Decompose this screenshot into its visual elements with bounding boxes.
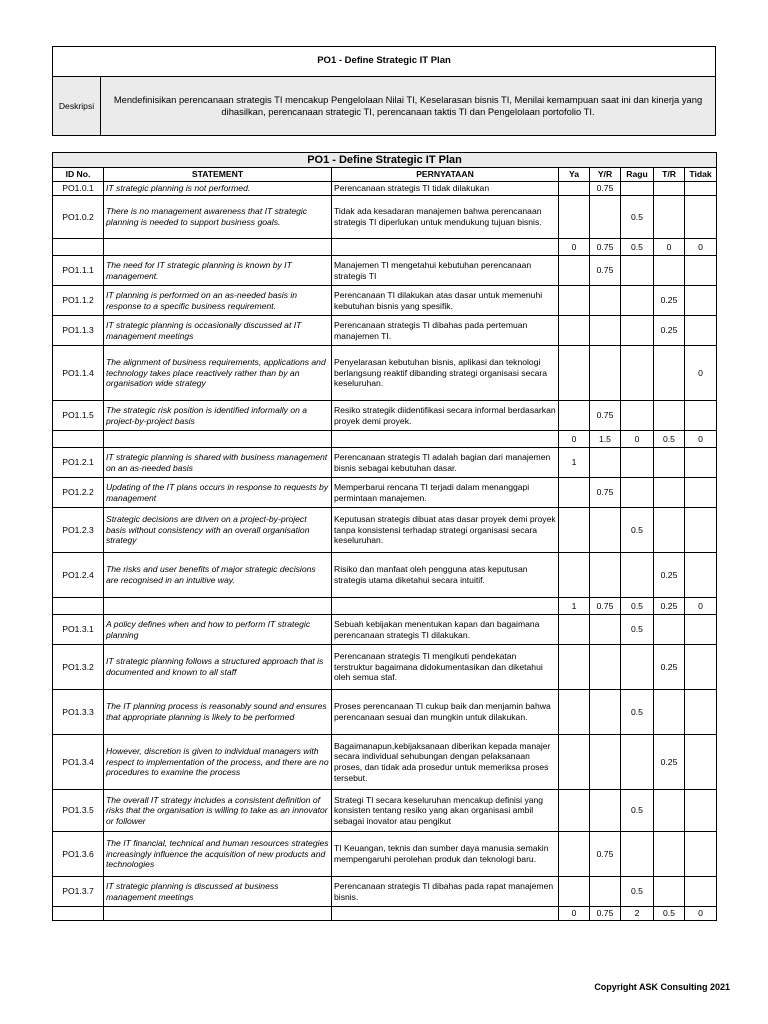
pernyataan-cell: TI Keuangan, teknis dan sumber daya manusia semakin mempengaruhi perolehan produk dan teknologi baru. <box>332 832 559 877</box>
pernyataan-cell: Perencanaan strategis TI tidak dilakukan <box>332 182 559 196</box>
yr-cell <box>590 645 621 690</box>
table-row <box>53 615 717 645</box>
ragu-cell: 0.5 <box>621 690 654 735</box>
table-row <box>53 690 717 735</box>
ya-cell <box>559 182 590 196</box>
ragu-cell <box>621 448 654 478</box>
id-cell: PO1.0.1 <box>53 182 104 196</box>
pernyataan-cell: Memperbarui rencana TI terjadi dalam menanggapi permintaan manajemen. <box>332 478 559 508</box>
tr-cell: 0.5 <box>654 431 685 448</box>
ya-cell <box>559 553 590 598</box>
table-row <box>53 256 717 286</box>
yr-cell: 0.75 <box>590 401 621 431</box>
yr-cell <box>590 196 621 239</box>
yr-cell <box>590 615 621 645</box>
tr-cell <box>654 615 685 645</box>
statement-cell <box>104 239 332 256</box>
column-header: Y/R <box>590 168 621 182</box>
ya-cell <box>559 196 590 239</box>
statement-cell: However, discretion is given to individual managers with respect to implementation of the process, and there are no procedures to examine the process <box>104 735 332 790</box>
yr-cell <box>590 735 621 790</box>
ragu-cell <box>621 832 654 877</box>
yr-cell <box>590 346 621 401</box>
tr-cell: 0.25 <box>654 316 685 346</box>
id-cell: PO1.2.2 <box>53 478 104 508</box>
table-row <box>53 508 717 553</box>
tidak-cell <box>685 196 717 239</box>
statement-cell: Updating of the IT plans occurs in response to requests by management <box>104 478 332 508</box>
statement-cell: Strategic decisions are driven on a project-by-project basis without consistency with an overall organisation strategy <box>104 508 332 553</box>
id-cell: PO1.1.1 <box>53 256 104 286</box>
ragu-cell <box>621 553 654 598</box>
pernyataan-cell <box>332 907 559 921</box>
statement-cell: A policy defines when and how to perform IT strategic planning <box>104 615 332 645</box>
tidak-cell: 0 <box>685 431 717 448</box>
id-cell: PO1.3.1 <box>53 615 104 645</box>
table-row <box>53 877 717 907</box>
ya-cell <box>559 645 590 690</box>
tidak-cell <box>685 256 717 286</box>
ya-cell <box>559 346 590 401</box>
ya-cell: 1 <box>559 448 590 478</box>
tr-cell <box>654 790 685 832</box>
pernyataan-cell: Strategi TI secara keseluruhan mencakup definisi yang konsisten tentang resiko yang akan organisasi ambil sebagai inovator atau pengikut <box>332 790 559 832</box>
tr-cell: 0 <box>654 239 685 256</box>
statement-cell: The IT planning process is reasonably sound and ensures that appropriate planning is likely to be performed <box>104 690 332 735</box>
tr-cell <box>654 401 685 431</box>
id-cell: PO1.3.7 <box>53 877 104 907</box>
tidak-cell <box>685 790 717 832</box>
yr-cell: 0.75 <box>590 907 621 921</box>
column-header: PERNYATAAN <box>332 168 559 182</box>
statement-cell: IT planning is performed on an as-needed basis in response to a specific business requirement. <box>104 286 332 316</box>
pernyataan-cell <box>332 598 559 615</box>
yr-cell <box>590 316 621 346</box>
table-row <box>53 286 717 316</box>
statement-cell <box>104 431 332 448</box>
column-header: ID No. <box>53 168 104 182</box>
table-row <box>53 196 717 239</box>
id-cell: PO1.1.3 <box>53 316 104 346</box>
table-row <box>53 316 717 346</box>
statement-cell: IT strategic planning follows a structured approach that is documented and known to all staff <box>104 645 332 690</box>
id-cell <box>53 907 104 921</box>
yr-cell <box>590 790 621 832</box>
ragu-cell <box>621 286 654 316</box>
ya-cell <box>559 478 590 508</box>
pernyataan-cell <box>332 239 559 256</box>
pernyataan-cell: Sebuah kebijakan menentukan kapan dan bagaimana perencanaan strategis TI dilakukan. <box>332 615 559 645</box>
pernyataan-cell: Risiko dan manfaat oleh pengguna atas keputusan strategis utama diketahui secara intuitif. <box>332 553 559 598</box>
id-cell: PO1.3.2 <box>53 645 104 690</box>
statement-cell <box>104 907 332 921</box>
ya-cell: 0 <box>559 239 590 256</box>
id-cell: PO1.1.2 <box>53 286 104 316</box>
ragu-cell: 0.5 <box>621 598 654 615</box>
statement-cell: The risks and user benefits of major strategic decisions are recognised in an intuitive way. <box>104 553 332 598</box>
ragu-cell: 2 <box>621 907 654 921</box>
statement-cell: The overall IT strategy includes a consistent definition of risks that the organisation is willing to take as an innovator or follower <box>104 790 332 832</box>
id-cell <box>53 239 104 256</box>
id-cell: PO1.3.4 <box>53 735 104 790</box>
pernyataan-cell: Penyelarasan kebutuhan bisnis, aplikasi dan teknologi berlangsung reaktif dibanding strategi organisasi secara keseluruhan. <box>332 346 559 401</box>
ya-cell <box>559 735 590 790</box>
ya-cell <box>559 286 590 316</box>
statement-cell: IT strategic planning is discussed at business management meetings <box>104 877 332 907</box>
id-cell: PO1.2.3 <box>53 508 104 553</box>
id-cell: PO1.3.3 <box>53 690 104 735</box>
yr-cell <box>590 286 621 316</box>
pernyataan-cell: Bagaimanapun,kebijaksanaan diberikan kepada manajer secara individual sehubungan dengan pelaksanaan proses, dan tidak ada prosedur untuk memeriksa proses tersebut. <box>332 735 559 790</box>
tr-cell: 0.25 <box>654 553 685 598</box>
ya-cell <box>559 316 590 346</box>
tidak-cell <box>685 401 717 431</box>
column-header: Tidak <box>685 168 717 182</box>
ragu-cell <box>621 256 654 286</box>
copyright: Copyright ASK Consulting 2021 <box>594 982 730 992</box>
tidak-cell <box>685 553 717 598</box>
id-cell: PO1.3.6 <box>53 832 104 877</box>
tidak-cell: 0 <box>685 598 717 615</box>
tidak-cell <box>685 690 717 735</box>
pernyataan-cell: Perencanaan strategis TI adalah bagian dari manajemen bisnis sebagai kebutuhan dasar. <box>332 448 559 478</box>
table-row <box>53 401 717 431</box>
ya-cell <box>559 615 590 645</box>
tr-cell: 0.5 <box>654 907 685 921</box>
ya-cell <box>559 790 590 832</box>
tr-cell: 0.25 <box>654 286 685 316</box>
ragu-cell: 0 <box>621 431 654 448</box>
yr-cell: 0.75 <box>590 598 621 615</box>
statement-cell: IT strategic planning is not performed. <box>104 182 332 196</box>
yr-cell <box>590 690 621 735</box>
id-cell: PO1.1.5 <box>53 401 104 431</box>
ya-cell <box>559 832 590 877</box>
statement-cell: IT strategic planning is shared with business management on an as-needed basis <box>104 448 332 478</box>
tidak-cell <box>685 615 717 645</box>
table-row <box>53 832 717 877</box>
table-row <box>53 735 717 790</box>
pernyataan-cell: Perencanaan TI dilakukan atas dasar untuk memenuhi kebutuhan bisnis yang spesifik. <box>332 286 559 316</box>
column-header: Ya <box>559 168 590 182</box>
statement-cell: IT strategic planning is occasionally discussed at IT management meetings <box>104 316 332 346</box>
subtotal-row <box>53 431 717 448</box>
ragu-cell <box>621 316 654 346</box>
yr-cell <box>590 448 621 478</box>
tidak-cell <box>685 448 717 478</box>
ragu-cell <box>621 346 654 401</box>
tidak-cell: 0 <box>685 346 717 401</box>
statement-cell: The alignment of business requirements, applications and technology takes place reactively rather than by an organisation wide strategy <box>104 346 332 401</box>
id-cell: PO1.0.2 <box>53 196 104 239</box>
table-row <box>53 346 717 401</box>
id-cell: PO1.3.5 <box>53 790 104 832</box>
statement-cell: The need for IT strategic planning is known by IT management. <box>104 256 332 286</box>
table-row <box>53 182 717 196</box>
ragu-cell: 0.5 <box>621 877 654 907</box>
yr-cell: 0.75 <box>590 478 621 508</box>
column-header: Ragu <box>621 168 654 182</box>
yr-cell <box>590 553 621 598</box>
tr-cell <box>654 448 685 478</box>
assessment-table <box>52 152 717 921</box>
ragu-cell: 0.5 <box>621 615 654 645</box>
ragu-cell: 0.5 <box>621 239 654 256</box>
column-header-row <box>53 168 717 182</box>
ragu-cell <box>621 401 654 431</box>
ya-cell: 0 <box>559 907 590 921</box>
tidak-cell <box>685 645 717 690</box>
tidak-cell: 0 <box>685 907 717 921</box>
subtotal-row <box>53 907 717 921</box>
tr-cell <box>654 508 685 553</box>
ya-cell: 1 <box>559 598 590 615</box>
yr-cell: 1.5 <box>590 431 621 448</box>
ya-cell <box>559 401 590 431</box>
table-row <box>53 553 717 598</box>
id-cell <box>53 598 104 615</box>
ya-cell <box>559 256 590 286</box>
tidak-cell <box>685 735 717 790</box>
table-body <box>53 182 717 921</box>
statement-cell <box>104 598 332 615</box>
tr-cell <box>654 478 685 508</box>
pernyataan-cell: Tidak ada kesadaran manajemen bahwa perencanaan strategis TI diperlukan untuk mendukung tujuan bisnis. <box>332 196 559 239</box>
yr-cell: 0.75 <box>590 182 621 196</box>
pernyataan-cell: Manajemen TI mengetahui kebutuhan perencanaan strategis TI <box>332 256 559 286</box>
description-label: Deskripsi <box>53 77 101 136</box>
statement-cell: There is no management awareness that IT strategic planning is needed to support business goals. <box>104 196 332 239</box>
ragu-cell: 0.5 <box>621 790 654 832</box>
id-cell <box>53 431 104 448</box>
ragu-cell <box>621 735 654 790</box>
tidak-cell <box>685 832 717 877</box>
yr-cell: 0.75 <box>590 239 621 256</box>
table-row <box>53 448 717 478</box>
tr-cell <box>654 196 685 239</box>
ya-cell <box>559 690 590 735</box>
yr-cell <box>590 508 621 553</box>
tr-cell <box>654 182 685 196</box>
subtotal-row <box>53 239 717 256</box>
table-caption: PO1 - Define Strategic IT Plan <box>53 153 717 168</box>
pernyataan-cell: Perencanaan strategis TI dibahas pada pertemuan manajemen TI. <box>332 316 559 346</box>
tidak-cell <box>685 286 717 316</box>
yr-cell <box>590 877 621 907</box>
table-row <box>53 478 717 508</box>
id-cell: PO1.1.4 <box>53 346 104 401</box>
pernyataan-cell: Keputusan strategis dibuat atas dasar proyek demi proyek tanpa konsistensi terhadap strategi organisasi secara keseluruhan. <box>332 508 559 553</box>
tidak-cell <box>685 182 717 196</box>
statement-cell: The IT financial, technical and human resources strategies increasingly influence the acquisition of new products and technologies <box>104 832 332 877</box>
tidak-cell <box>685 877 717 907</box>
ya-cell <box>559 877 590 907</box>
tr-cell: 0.25 <box>654 735 685 790</box>
tr-cell <box>654 346 685 401</box>
pernyataan-cell <box>332 431 559 448</box>
tidak-cell <box>685 478 717 508</box>
tr-cell <box>654 832 685 877</box>
ragu-cell <box>621 645 654 690</box>
ya-cell: 0 <box>559 431 590 448</box>
tr-cell <box>654 690 685 735</box>
yr-cell: 0.75 <box>590 832 621 877</box>
pernyataan-cell: Perencanaan strategis TI mengikuti pendekatan terstruktur bagaimana didokumentasikan dan diketahui oleh semua staf. <box>332 645 559 690</box>
header-table <box>52 46 716 136</box>
subtotal-row <box>53 598 717 615</box>
tr-cell: 0.25 <box>654 598 685 615</box>
tr-cell <box>654 877 685 907</box>
ya-cell <box>559 508 590 553</box>
ragu-cell: 0.5 <box>621 196 654 239</box>
tr-cell: 0.25 <box>654 645 685 690</box>
id-cell: PO1.2.1 <box>53 448 104 478</box>
table-row <box>53 645 717 690</box>
ragu-cell <box>621 478 654 508</box>
tidak-cell <box>685 316 717 346</box>
column-header: STATEMENT <box>104 168 332 182</box>
statement-cell: The strategic risk position is identified informally on a project-by-project basis <box>104 401 332 431</box>
pernyataan-cell: Perencanaan strategis TI dibahas pada rapat manajemen bisnis. <box>332 877 559 907</box>
header-title: PO1 - Define Strategic IT Plan <box>53 47 716 77</box>
tr-cell <box>654 256 685 286</box>
pernyataan-cell: Resiko strategik diidentifikasi secara informal berdasarkan proyek demi proyek. <box>332 401 559 431</box>
ragu-cell <box>621 182 654 196</box>
id-cell: PO1.2.4 <box>53 553 104 598</box>
description-text: Mendefinisikan perencanaan strategis TI mencakup Pengelolaan Nilai TI, Keselarasan bisnis TI, Menilai kemampuan saat ini dan kinerja yang dihasilkan, perencanaan strategic TI, perencanaan taktis TI dan Pengelolaan portofolio TI. <box>101 77 716 136</box>
column-header: T/R <box>654 168 685 182</box>
tidak-cell: 0 <box>685 239 717 256</box>
table-row <box>53 790 717 832</box>
tidak-cell <box>685 508 717 553</box>
pernyataan-cell: Proses perencanaan TI cukup baik dan menjamin bahwa perencanaan sesuai dan mungkin untuk dilakukan. <box>332 690 559 735</box>
yr-cell: 0.75 <box>590 256 621 286</box>
ragu-cell: 0.5 <box>621 508 654 553</box>
